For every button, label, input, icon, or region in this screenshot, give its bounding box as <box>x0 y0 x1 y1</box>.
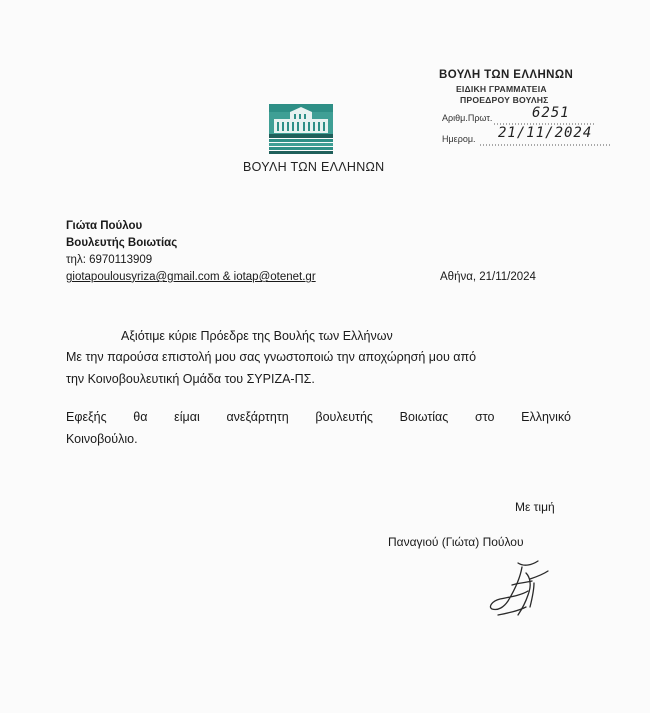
stamp-date-value: 21/11/2024 <box>498 125 593 141</box>
salutation: Αξιότιμε κύριε Πρόεδρε της Βουλής των Ελλήνων <box>121 329 393 343</box>
signatory-name: Παναγιού (Γιώτα) Πούλου <box>388 535 524 549</box>
sender-name: Γιώτα Πούλου <box>66 220 143 232</box>
received-stamp <box>436 64 616 154</box>
sender-phone: τηλ: 6970113909 <box>66 254 153 266</box>
stamp-date-dotted-line <box>480 143 612 147</box>
handwritten-signature <box>478 555 558 623</box>
parliament-name: ΒΟΥΛΗ ΤΩΝ ΕΛΛΗΝΩΝ <box>243 160 385 174</box>
closing-regards: Με τιμή <box>515 500 555 514</box>
paragraph-2-line-1: Εφεξής θα είμαι ανεξάρτητη βουλευτής Βοιωτίας στο Ελληνικό <box>66 410 571 424</box>
stamp-line-2: ΠΡΟΕΔΡΟΥ ΒΟΥΛΗΣ <box>460 95 549 105</box>
stamp-date-label: Ημερομ. <box>442 134 476 144</box>
stamp-title: ΒΟΥΛΗ ΤΩΝ ΕΛΛΗΝΩΝ <box>439 69 574 81</box>
stamp-protocol-value: 6251 <box>532 105 570 121</box>
paragraph-1-line-2: την Κοινοβουλευτική Ομάδα του ΣΥΡΙΖΑ-ΠΣ. <box>66 372 315 386</box>
parliament-logo-icon <box>268 103 334 155</box>
sender-email: giotapoulousyriza@gmail.com & iotap@otenet.gr <box>66 271 316 283</box>
place-and-date: Αθήνα, 21/11/2024 <box>440 271 536 283</box>
stamp-protocol-label: Αριθμ.Πρωτ. <box>442 113 493 123</box>
paragraph-2-line-2: Κοινοβούλιο. <box>66 432 138 446</box>
stamp-line-1: ΕΙΔΙΚΗ ΓΡΑΜΜΑΤΕΙΑ <box>456 84 547 94</box>
paragraph-1-line-1: Με την παρούσα επιστολή μου σας γνωστοποιώ την αποχώρησή μου από <box>66 350 477 364</box>
sender-title: Βουλευτής Βοιωτίας <box>66 237 178 249</box>
